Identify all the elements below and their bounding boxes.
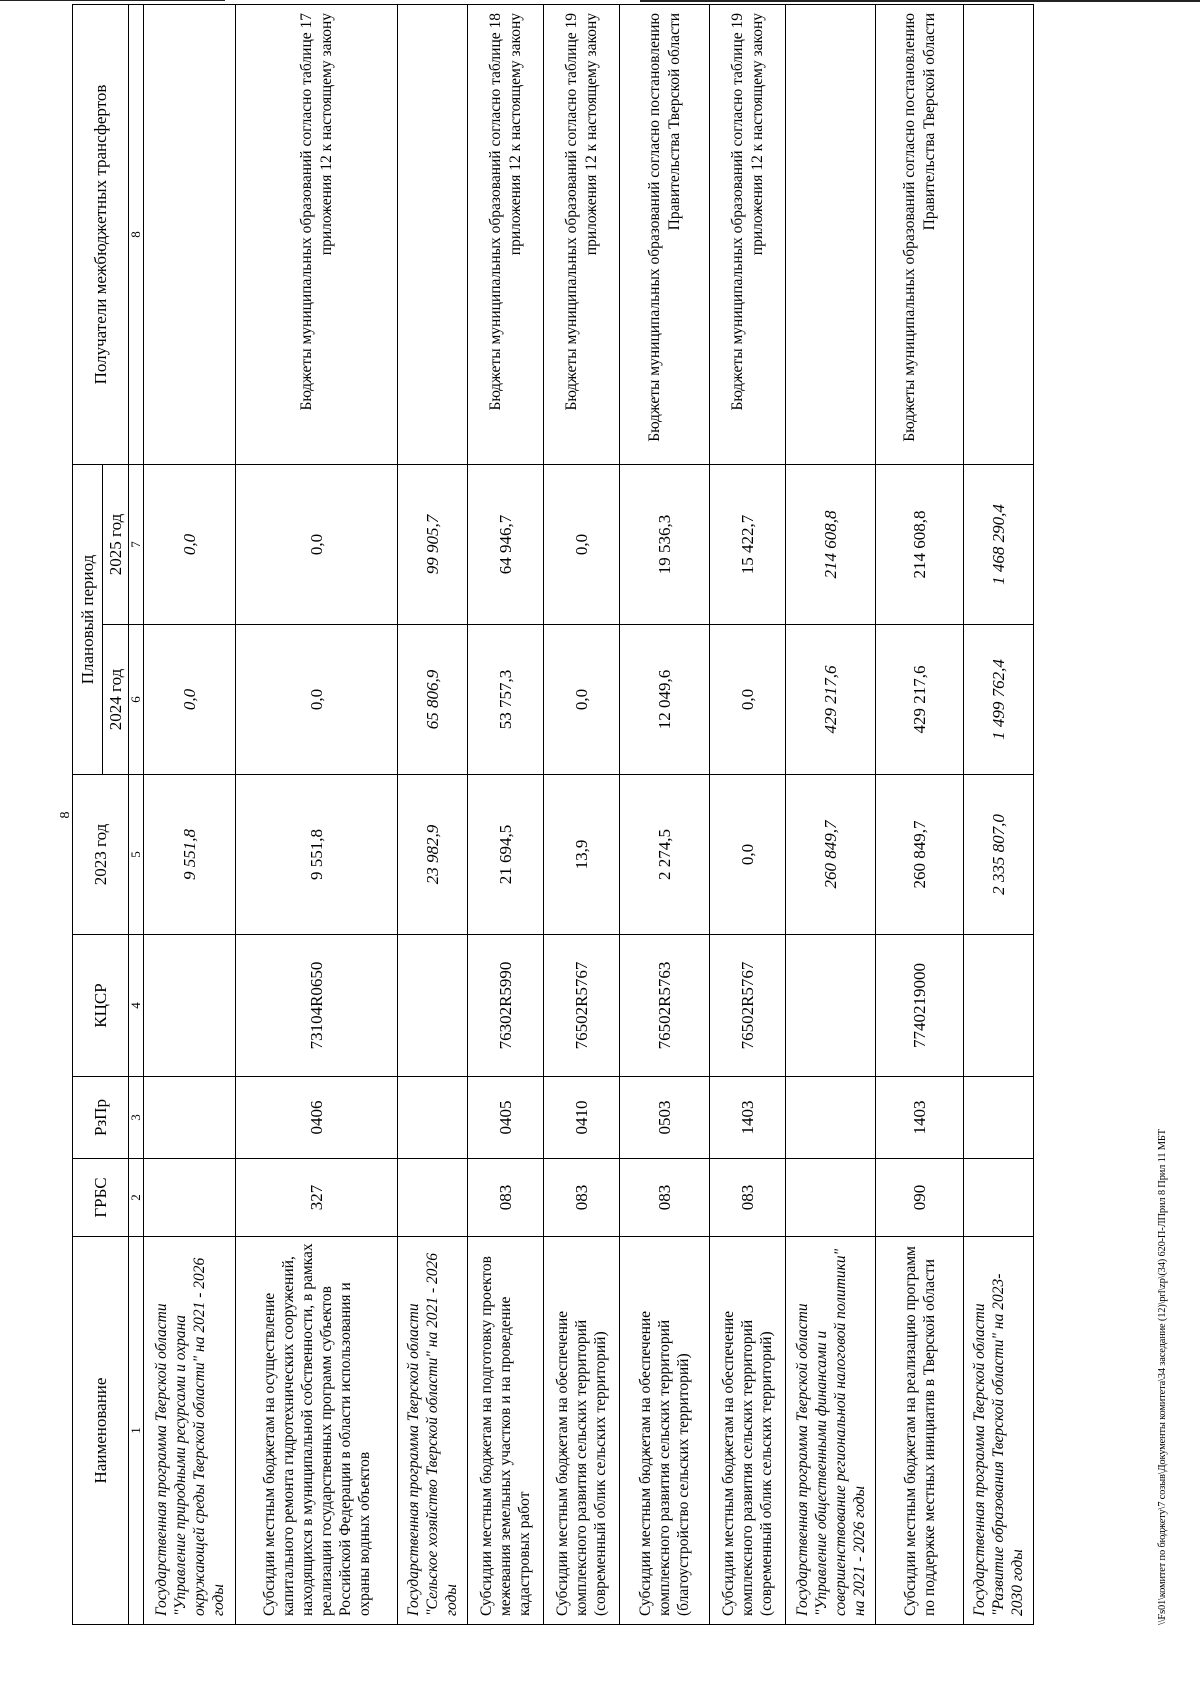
table-row [468,4,544,1624]
row-recipients [964,4,1034,464]
header-name: Наименование [73,1237,129,1625]
row-2024: 429 217,6 [876,625,964,775]
row-grbs [398,1159,468,1237]
row-rzpr: 0406 [236,1077,398,1159]
row-2025: 214 608,8 [786,464,876,624]
row-2023: 13,9 [544,775,620,935]
row-grbs: 090 [876,1159,964,1237]
row-rzpr [786,1077,876,1159]
row-name: Государственная программа Тверской области "Сельское хозяйство Тверской области" на 2021 - 2026 годы [398,1237,468,1625]
row-grbs: 083 [468,1159,544,1237]
row-rzpr: 0503 [620,1077,710,1159]
header-2024: 2024 год [103,625,129,775]
row-2023: 2 335 807,0 [964,775,1034,935]
row-recipients: Бюджеты муниципальных образований согласно таблице 18 приложения 12 к настоящему закону [468,4,544,464]
table-row [710,4,786,1624]
column-number: 4 [129,935,144,1077]
mbt-table [72,4,1034,1625]
row-rzpr: 0405 [468,1077,544,1159]
column-number: 5 [129,775,144,935]
row-grbs: 083 [620,1159,710,1237]
column-number: 2 [129,1159,144,1237]
row-2024: 0,0 [544,625,620,775]
row-recipients [786,4,876,464]
column-number: 6 [129,625,144,775]
column-number: 7 [129,464,144,624]
rotated-sheet [58,5,1168,1625]
row-2023: 260 849,7 [876,775,964,935]
row-name: Субсидии местным бюджетам на обеспечение комплексного развития сельских территорий (благоустройство сельских территорий) [620,1237,710,1625]
table-row [964,4,1034,1624]
header-2023: 2023 год [73,775,129,935]
row-2023: 21 694,5 [468,775,544,935]
table-row [876,4,964,1624]
scan-edge-line [0,0,225,1]
row-2023: 0,0 [710,775,786,935]
row-2024: 0,0 [236,625,398,775]
row-2024: 12 049,6 [620,625,710,775]
row-2025: 0,0 [236,464,398,624]
row-recipients: Бюджеты муниципальных образований согласно таблице 19 приложения 12 к настоящему закону [544,4,620,464]
row-recipients: Бюджеты муниципальных образований согласно таблице 17 приложения 12 к настоящему закону [236,4,398,464]
row-2025: 64 946,7 [468,464,544,624]
row-name: Субсидии местным бюджетам на реализацию программ по поддержке местных инициатив в Тверской области [876,1237,964,1625]
row-2025: 0,0 [544,464,620,624]
row-recipients: Бюджеты муниципальных образований согласно постановлению Правительства Тверской области [876,4,964,464]
row-2025: 19 536,3 [620,464,710,624]
row-rzpr: 1403 [710,1077,786,1159]
row-rzpr [964,1077,1034,1159]
row-2025: 1 468 290,4 [964,464,1034,624]
footer-file-path: \\Fs01\комитет по бюджету\7 созыв\Документы комитета\34 заседание (12)\prl\zp\(34) 620-П-ЛПрил 8 Прил 11 МБТ [1157,1129,1168,1625]
row-grbs [964,1159,1034,1237]
row-grbs: 083 [710,1159,786,1237]
row-name: Государственная программа Тверской области "Управление природными ресурсами и охрана окружающей среды Тверской области" на 2021 - 2026 годы [144,1237,236,1625]
header-planning-period: Плановый период [73,464,103,774]
table-row [786,4,876,1624]
row-2023: 9 551,8 [144,775,236,935]
row-2025: 15 422,7 [710,464,786,624]
page-number: 8 [58,811,73,819]
header-2025: 2025 год [103,464,129,624]
row-2024: 0,0 [710,625,786,775]
header-rzpr: РзПр [73,1077,129,1159]
row-name: Субсидии местным бюджетам на обеспечение комплексного развития сельских территорий (современный облик сельских территорий) [710,1237,786,1625]
row-name: Субсидии местным бюджетам на обеспечение комплексного развития сельских территорий (современный облик сельских территорий) [544,1237,620,1625]
table-row [620,4,710,1624]
row-name: Государственная программа Тверской области "Управление общественными финансами и совершенствование региональной налоговой политики" на 2021 - 2026 годы [786,1237,876,1625]
header-row [73,4,103,1624]
header-recipients: Получатели межбюджетных трансфертов [73,4,129,464]
row-2023: 260 849,7 [786,775,876,935]
row-2023: 9 551,8 [236,775,398,935]
table-row [236,4,398,1624]
row-rzpr: 0410 [544,1077,620,1159]
column-number: 8 [129,4,144,464]
row-kcsr [786,935,876,1077]
row-rzpr [398,1077,468,1159]
header-kcsr: КЦСР [73,935,129,1077]
column-number-row [129,4,144,1624]
row-2025: 0,0 [144,464,236,624]
row-name: Субсидии местным бюджетам на подготовку проектов межевания земельных участков и на проведение кадастровых работ [468,1237,544,1625]
row-name: Государственная программа Тверской области "Развитие образования Тверской области" на 2023-2030 годы [964,1237,1034,1625]
table-row [144,4,236,1624]
row-kcsr: 76502R5767 [710,935,786,1077]
row-rzpr: 1403 [876,1077,964,1159]
row-name: Субсидии местным бюджетам на осуществление капитального ремонта гидротехнических сооружений, находящихся в муниципальной собственности, в рамках реализации государственных программ субъектов Российской Федерации в области использования и охраны водных объектов [236,1237,398,1625]
column-number: 3 [129,1077,144,1159]
row-kcsr: 7740219000 [876,935,964,1077]
row-grbs [786,1159,876,1237]
row-recipients [398,4,468,464]
row-2024: 53 757,3 [468,625,544,775]
row-kcsr: 76502R5767 [544,935,620,1077]
row-2024: 1 499 762,4 [964,625,1034,775]
column-number: 1 [129,1237,144,1625]
row-2024: 65 806,9 [398,625,468,775]
row-2023: 23 982,9 [398,775,468,935]
row-kcsr [964,935,1034,1077]
row-2024: 0,0 [144,625,236,775]
row-recipients: Бюджеты муниципальных образований согласно таблице 19 приложения 12 к настоящему закону [710,4,786,464]
row-kcsr: 73104R0650 [236,935,398,1077]
row-kcsr: 76302R5990 [468,935,544,1077]
table-row [544,4,620,1624]
row-2024: 429 217,6 [786,625,876,775]
row-2025: 214 608,8 [876,464,964,624]
row-2025: 99 905,7 [398,464,468,624]
row-grbs [144,1159,236,1237]
row-recipients: Бюджеты муниципальных образований согласно постановлению Правительства Тверской области [620,4,710,464]
row-kcsr: 76502R5763 [620,935,710,1077]
row-recipients [144,4,236,464]
table-row [398,4,468,1624]
row-kcsr [144,935,236,1077]
row-2023: 2 274,5 [620,775,710,935]
row-grbs: 327 [236,1159,398,1237]
scan-edge-line [640,0,1200,2]
row-grbs: 083 [544,1159,620,1237]
row-rzpr [144,1077,236,1159]
header-grbs: ГРБС [73,1159,129,1237]
row-kcsr [398,935,468,1077]
